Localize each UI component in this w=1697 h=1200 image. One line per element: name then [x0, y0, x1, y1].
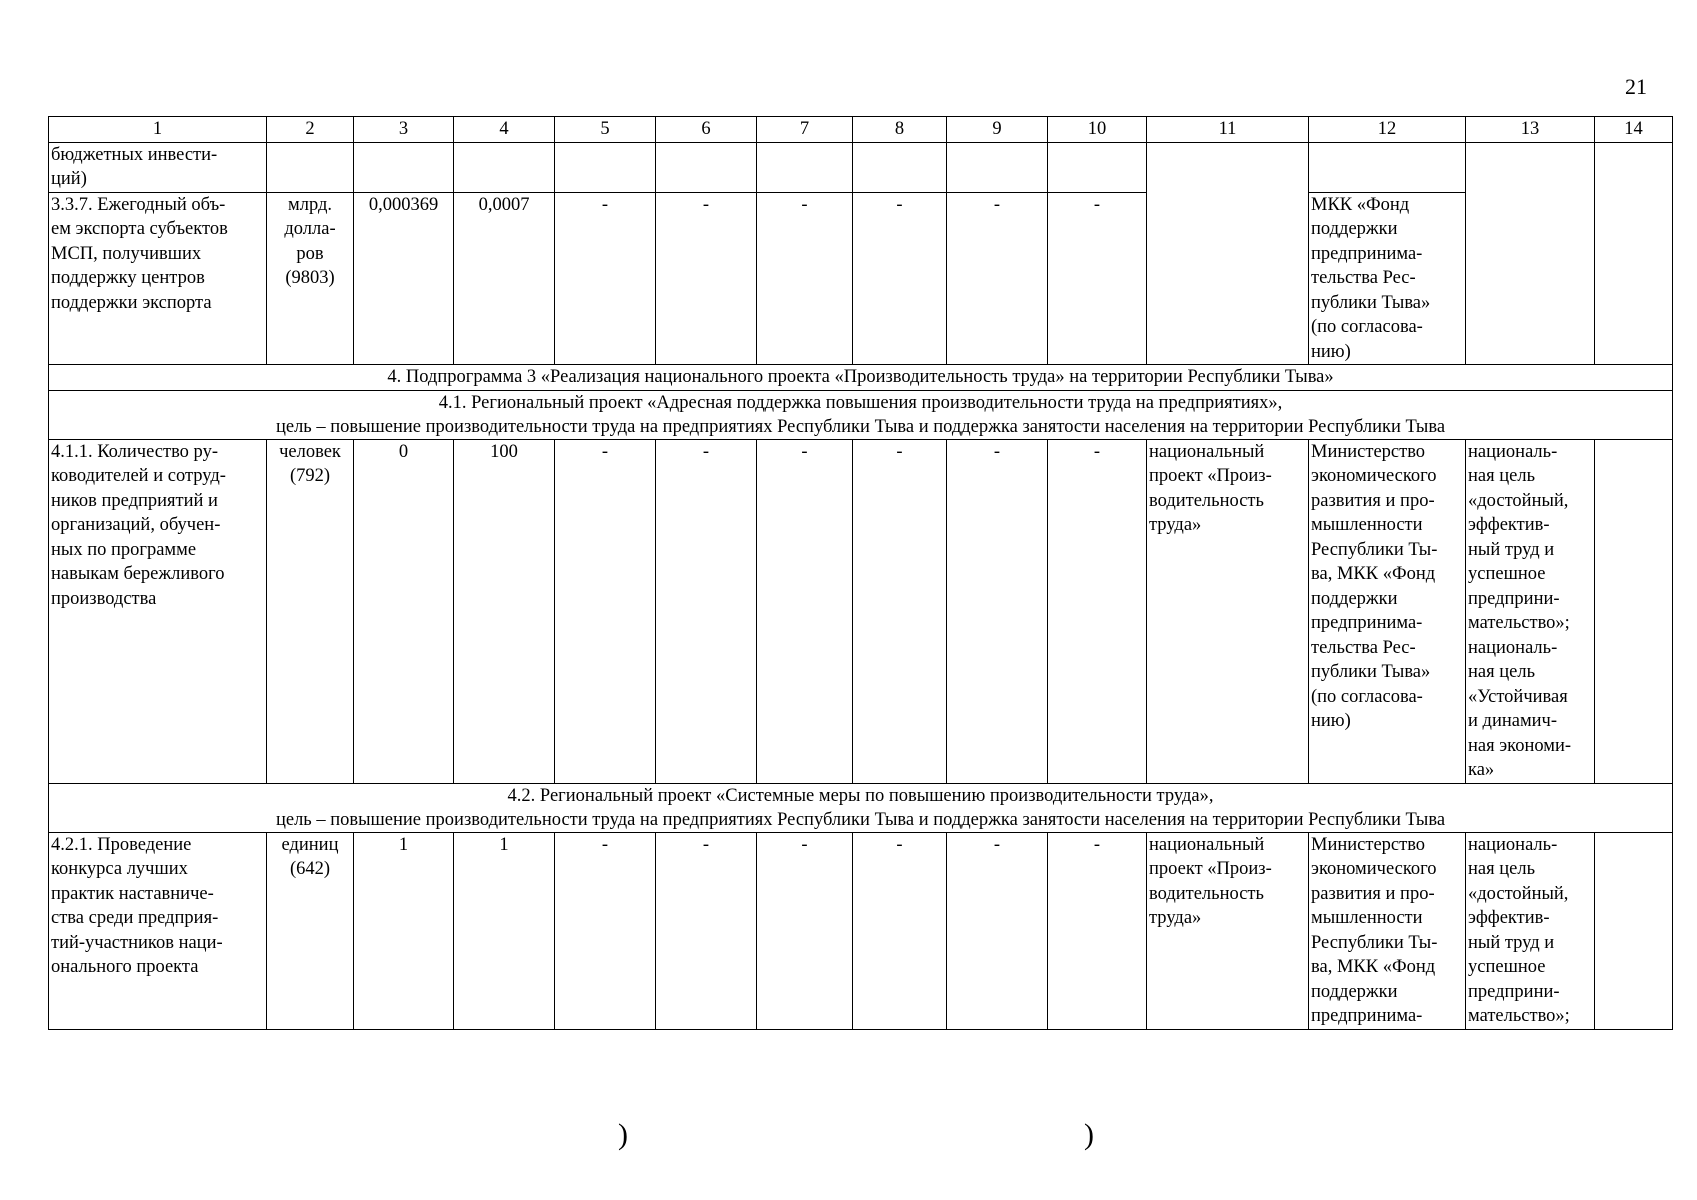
col-header: 2	[267, 117, 354, 143]
col-header: 11	[1147, 117, 1309, 143]
table-row	[49, 142, 1673, 192]
indicators-table	[48, 116, 1673, 1030]
indicator-name: 3.3.7. Ежегодный объ- ем экспорта субъектов МСП, получивших поддержку центров поддержки экспорта	[49, 192, 267, 365]
page-number: 21	[1625, 74, 1647, 99]
responsible-cell: МКК «Фонд поддержки предпринима- тельства Рес- публики Тыва» (по согласова- нию)	[1309, 192, 1466, 365]
unit-cell: млрд. долла- ров (9803)	[267, 192, 354, 365]
value-cell: -	[757, 439, 853, 783]
value-cell: 100	[454, 439, 555, 783]
subsection-line: цель – повышение производительности труда на предприятиях Республики Тыва и поддержка занятости населения на территории Республики Тыва	[275, 416, 1446, 437]
value-cell: 1	[354, 832, 454, 1029]
value-cell: -	[853, 192, 947, 365]
subsection-row	[49, 390, 1673, 439]
value-cell: -	[555, 192, 656, 365]
value-cell: -	[757, 192, 853, 365]
subsection-title	[49, 783, 1673, 832]
indicator-name: бюджетных инвести- ций)	[49, 142, 267, 192]
value-cell: -	[853, 439, 947, 783]
project-cell: национальный проект «Произ- водительность труда»	[1147, 832, 1309, 1029]
national-goal-cell: националь- ная цель «достойный, эффектив- ный труд и успешное предприни- мательство»;	[1466, 832, 1595, 1029]
value-cell: 1	[454, 832, 555, 1029]
subsection-line: цель – повышение производительности труда на предприятиях Республики Тыва и поддержка занятости населения на территории Республики Тыва	[275, 809, 1446, 830]
indicator-name: 4.1.1. Количество ру- ководителей и сотруд- ников предприятий и организаций, обучен- ных по программе навыкам бережливого производства	[49, 439, 267, 783]
value-cell: -	[1048, 192, 1147, 365]
value-cell: -	[555, 832, 656, 1029]
col-header: 8	[853, 117, 947, 143]
value-cell: -	[656, 192, 757, 365]
value-cell: -	[947, 192, 1048, 365]
col-header: 6	[656, 117, 757, 143]
unit-cell: единиц (642)	[267, 832, 354, 1029]
subsection-line: 4.2. Региональный проект «Системные меры по повышению производительности труда»,	[507, 785, 1214, 806]
value-cell: -	[853, 832, 947, 1029]
value-cell: -	[656, 832, 757, 1029]
column-numbers-row	[49, 117, 1673, 143]
subsection-row	[49, 783, 1673, 832]
col-header: 5	[555, 117, 656, 143]
value-cell: -	[1048, 832, 1147, 1029]
col-header: 9	[947, 117, 1048, 143]
col-header: 13	[1466, 117, 1595, 143]
col-header: 3	[354, 117, 454, 143]
value-cell: -	[1048, 439, 1147, 783]
unit-cell: человек (792)	[267, 439, 354, 783]
col-header: 12	[1309, 117, 1466, 143]
value-cell: -	[656, 439, 757, 783]
col-header: 10	[1048, 117, 1147, 143]
value-cell: 0	[354, 439, 454, 783]
responsible-cell: Министерство экономического развития и про- мышленности Республики Ты- ва, МКК «Фонд поддержки предпринима-	[1309, 832, 1466, 1029]
col-header: 1	[49, 117, 267, 143]
national-goal-cell: националь- ная цель «достойный, эффектив- ный труд и успешное предприни- мательство»; националь- ная цель «Устойчивая и динамич- ная экономи- ка»	[1466, 439, 1595, 783]
col-header: 7	[757, 117, 853, 143]
section-title: 4. Подпрограмма 3 «Реализация национального проекта «Производительность труда» на территории Республики Тыва»	[49, 365, 1673, 391]
table-row	[49, 192, 1673, 365]
subsection-title	[49, 390, 1673, 439]
value-cell: -	[555, 439, 656, 783]
table-row	[49, 439, 1673, 783]
table-row	[49, 832, 1673, 1029]
value-cell: -	[757, 832, 853, 1029]
scan-mark-right: )	[1084, 1118, 1094, 1151]
section-row	[49, 365, 1673, 391]
col-header: 14	[1595, 117, 1673, 143]
value-cell: 0,0007	[454, 192, 555, 365]
value-cell: 0,000369	[354, 192, 454, 365]
value-cell: -	[947, 832, 1048, 1029]
scan-mark-left: )	[618, 1118, 628, 1151]
responsible-cell: Министерство экономического развития и про- мышленности Республики Ты- ва, МКК «Фонд поддержки предпринима- тельства Рес- публики Тыва» (по согласова- нию)	[1309, 439, 1466, 783]
value-cell: -	[947, 439, 1048, 783]
subsection-line: 4.1. Региональный проект «Адресная поддержка повышения производительности труда на предприятиях»,	[438, 392, 1283, 413]
project-cell: национальный проект «Произ- водительность труда»	[1147, 439, 1309, 783]
col-header: 4	[454, 117, 555, 143]
indicator-name: 4.2.1. Проведение конкурса лучших практик наставниче- ства среди предприя- тий-участников наци- онального проекта	[49, 832, 267, 1029]
